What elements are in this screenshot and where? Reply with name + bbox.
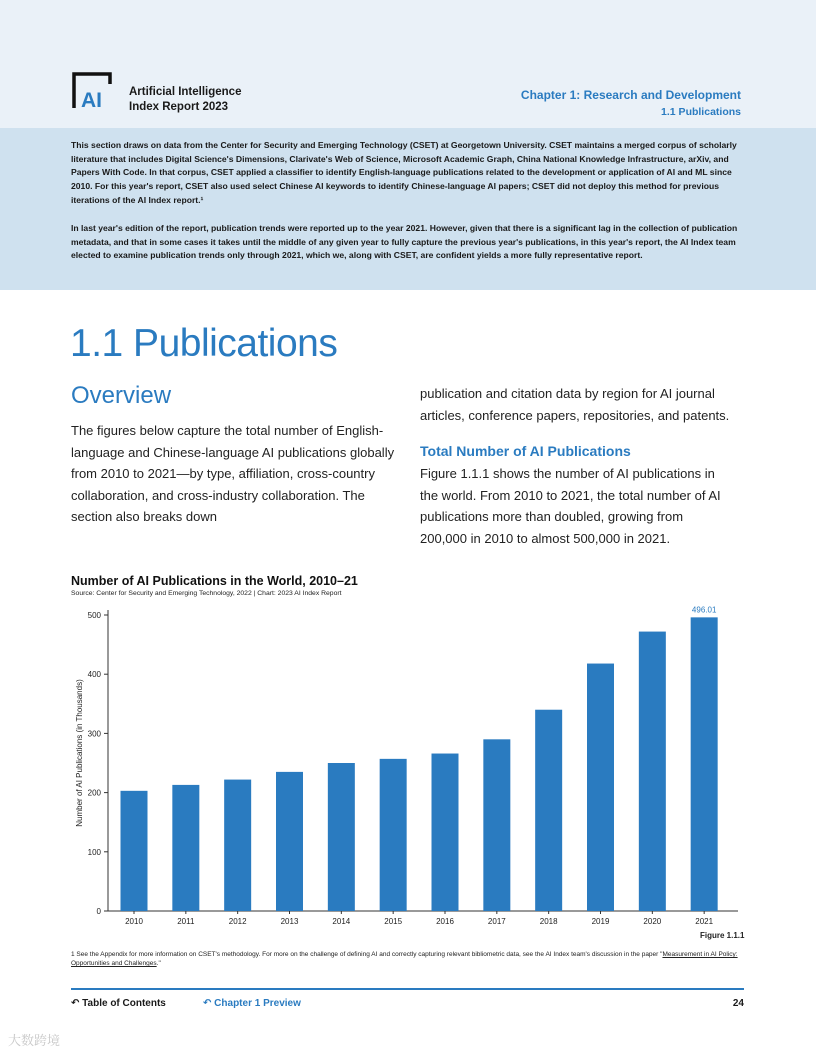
footnote [71, 950, 751, 968]
chart-title: Number of AI Publications in the World, 2010–21 [71, 574, 358, 588]
x-tick-label: 2015 [384, 917, 403, 926]
bar-2020 [639, 632, 666, 911]
intro-box [0, 128, 816, 290]
chapter-heading [521, 88, 741, 120]
bar-2012 [224, 780, 251, 911]
x-tick-label: 2016 [436, 917, 454, 926]
page-number: 24 [732, 998, 744, 1009]
y-tick-label: 100 [87, 847, 101, 857]
bar-2013 [276, 772, 303, 911]
overview-heading: Overview [71, 382, 172, 409]
bar-2014 [328, 763, 355, 911]
overview-text-continued: publication and citation data by region for AI journal articles, conference papers, repositories, and patents. [420, 386, 730, 423]
chapter-preview-link[interactable] [203, 998, 301, 1009]
logo-mark: AI [81, 89, 102, 110]
report-title-line1: Artificial Intelligence [129, 86, 242, 98]
section-label: 1.1 Publications [661, 106, 741, 118]
bar-2021 [691, 617, 718, 911]
return-arrow-icon: ↶ [71, 998, 80, 1009]
y-tick-label: 500 [87, 611, 101, 620]
x-tick-label: 2013 [280, 917, 299, 926]
x-tick-label: 2017 [487, 917, 506, 926]
ai-index-logo [72, 72, 112, 110]
chapter-preview-label: Chapter 1 Preview [214, 998, 301, 1009]
toc-label: Table of Contents [82, 998, 166, 1009]
report-title [129, 85, 241, 115]
bar-2016 [432, 754, 459, 911]
footnote-text-end: ." [156, 960, 161, 967]
x-tick-label: 2019 [591, 917, 610, 926]
y-axis-title: Number of AI Publications (in Thousands) [75, 679, 84, 827]
chapter-title: Chapter 1: Research and Development [520, 88, 741, 102]
y-tick-label: 300 [87, 729, 101, 739]
page-title: 1.1 Publications [70, 322, 338, 365]
bar-2011 [172, 785, 199, 911]
return-arrow-icon: ↶ [203, 998, 212, 1009]
publications-bar-chart [60, 600, 750, 930]
x-tick-label: 2021 [695, 917, 714, 926]
total-publications-text: Figure 1.1.1 shows the number of AI publications in the world. From 2010 to 2021, the total number of AI publications more than doubled, growing from 200,000 in 2010 to almost 500,000 in 2021. [420, 466, 721, 546]
x-tick-label: 2011 [177, 917, 195, 926]
x-tick-label: 2012 [228, 917, 247, 926]
bar-2017 [483, 739, 510, 911]
total-publications-heading: Total Number of AI Publications [420, 443, 631, 459]
footer-divider [71, 988, 744, 990]
watermark: 大数跨境 [8, 1033, 61, 1048]
intro-paragraph-2: In last year's edition of the report, publication trends were reported up to the year 2021. However, given that there is a significant lag in the collection of publication metadata, and that in some cases it takes until the middle of any given year to fully capture the previous year's publications, in this year's report, the AI Index team elected to examine publication trends only through 2021, which we, along with CSET, are confident yields a more fully representative report. [71, 223, 738, 261]
bar-2015 [380, 759, 407, 911]
bar-2019 [587, 664, 614, 911]
figure-label: Figure 1.1.1 [700, 931, 745, 940]
report-title-line2: Index Report 2023 [129, 101, 229, 113]
table-of-contents-link[interactable] [71, 998, 166, 1009]
y-tick-label: 0 [96, 907, 101, 916]
x-tick-label: 2010 [125, 917, 143, 926]
overview-text: The figures below capture the total number of English-language and Chinese-language AI publications globally from 2010 to 2021—by type, affiliation, cross-country collaboration, and cross-industry collaboration. The section also breaks down [71, 423, 395, 524]
bar-2018 [535, 710, 562, 911]
x-tick-label: 2018 [539, 917, 558, 926]
x-tick-label: 2020 [643, 917, 662, 926]
y-tick-label: 200 [87, 788, 101, 798]
footnote-text: 1 See the Appendix for more information on CSET's methodology. For more on the challenge of defining AI and correctly capturing relevant bibliometric data, see the AI Index team's discussion in the paper " [71, 951, 663, 958]
footnote-paper-link[interactable]: Measurement in AI Policy: Opportunities and Challenges [71, 951, 738, 967]
data-label: 496.01 [691, 605, 717, 615]
y-tick-label: 400 [87, 670, 101, 680]
x-tick-label: 2014 [332, 917, 351, 926]
bar-2010 [121, 791, 148, 911]
chart-source: Source: Center for Security and Emerging Technology, 2022 | Chart: 2023 AI Index Report [71, 590, 342, 597]
intro-paragraph-1: This section draws on data from the Center for Security and Emerging Technology (CSET) at Georgetown University. CSET maintains a merged corpus of scholarly literature that includes Digital Science's Dimensions, Clarivate's Web of Science, Microsoft Academic Graph, China National Knowledge Infrastructure, arXiv, and Papers With Code. In that corpus, CSET applied a classifier to identify English-language publications related to the development or application of AI and ML since 2010. For this year's report, CSET also used select Chinese AI keywords to identify Chinese-language AI papers; CSET did not deploy this method for previous iterations of the AI Index report.¹ [71, 140, 737, 205]
